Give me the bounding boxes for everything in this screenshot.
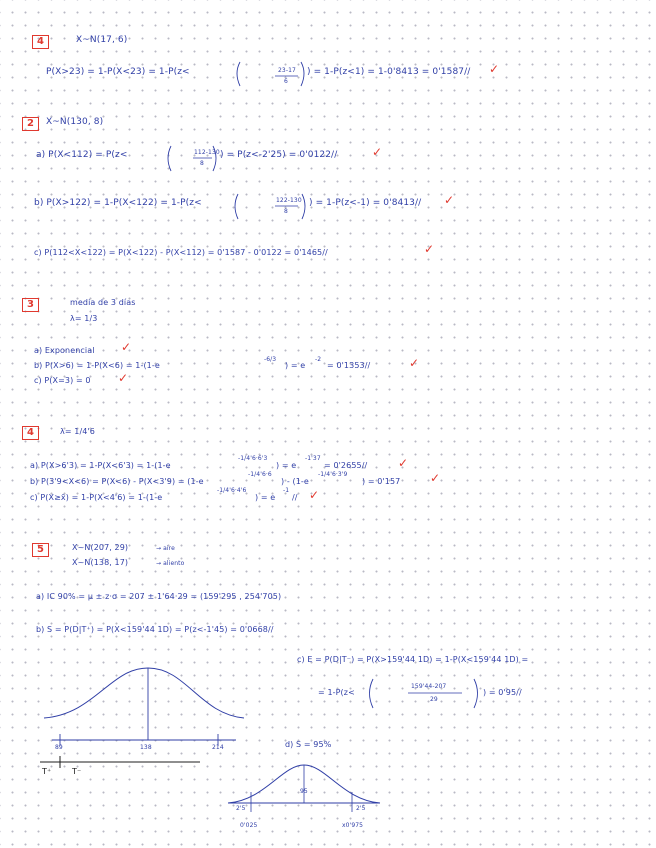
part-a: a) P(X>6'3) = 1-P(X<6'3) = 1-(1-e — [30, 461, 171, 470]
fraction-numerator: 122-130 — [276, 197, 302, 204]
exponent: -1 — [283, 487, 290, 494]
check-mark: ✓ — [444, 193, 455, 207]
part-b-end: ) = 0'157 — [362, 477, 401, 486]
equation-line: P(X>23) = 1-P(X<23) = 1-P(z< — [46, 67, 190, 77]
right-quantile-label: x0'975 — [342, 822, 364, 829]
exponent: -6/3 — [264, 356, 277, 363]
check-mark: ✓ — [372, 145, 383, 159]
paren-left — [168, 146, 171, 171]
part-b-lhs: b) P(X>122) = 1-P(X<122) = 1-P(z< — [34, 198, 202, 208]
left-area-label: 2'5 — [236, 805, 246, 812]
fraction-denominator: 8 — [284, 208, 288, 215]
fraction-numerator: 112-130 — [194, 149, 220, 156]
check-mark: ✓ — [121, 340, 132, 354]
distribution: X~N(138, 17) — [72, 558, 129, 567]
part-a-rhs: ) = P(z<-2'25) = 0'0122// — [220, 150, 338, 160]
exponent: -1/4'6·3'9 — [318, 471, 348, 478]
exponent: -1/4'6·6 — [248, 471, 272, 478]
paren-right — [301, 62, 304, 86]
distribution: X~N(207, 29) — [72, 543, 129, 552]
section-title: media de 3 días — [70, 298, 136, 307]
part-a: a) IC 90% = μ ± z·σ = 207 ± 1'64·29 = (159'295 , 254'705) — [36, 592, 282, 601]
part-b: b) P(3'9<X<6) = P(X<6) - P(X<3'9) = (1-e — [30, 477, 204, 486]
left-quantile-label: 0'025 — [240, 822, 258, 829]
paren-right — [302, 194, 305, 219]
check-mark: ✓ — [398, 456, 409, 470]
part-c: c) P(X=3) = 0 — [34, 376, 91, 385]
t-minus-label: T⁻ — [72, 767, 82, 776]
exponent: -2 — [315, 356, 322, 363]
part-b: b) S = P(D|T⁺) = P(X<159'44 1D) = P(z<-1'45) = 0'0668// — [36, 625, 274, 634]
part-a-mid: ) = e — [276, 461, 297, 470]
check-mark: ✓ — [430, 471, 441, 485]
exponent: -1/4'6·4'6 — [217, 487, 247, 494]
part-c-end: ) = e — [255, 493, 276, 502]
part-d: d) S = 95% — [285, 740, 332, 749]
center-area-label: 95 — [300, 788, 308, 795]
part-c-line1: c) E = P(D|T⁻) = P(X>159'44 1D) = 1-P(X<159'44 1D) = — [297, 655, 529, 664]
t-plus-label: T⁺ — [42, 767, 52, 776]
fraction-numerator: 159'44-207 — [411, 683, 447, 690]
lambda: λ= 1/3 — [70, 314, 98, 323]
part-b: b) P(X>6) = 1-P(X<6) = 1-(1-e — [34, 361, 160, 370]
part-b-rest: ) = e — [285, 361, 306, 370]
bell-curve — [44, 668, 244, 718]
part-a-end: = 0'2655// — [324, 461, 368, 470]
exponent: -1'37 — [305, 455, 321, 462]
part-c: c) P(112<X<122) = P(X<122) - P(X<112) = 0'1587 - 0'0122 = 0'1465// — [34, 248, 328, 257]
part-c: c) P(X≥x̄) = 1-P(X<4'6) = 1-(1-e — [30, 493, 163, 502]
check-mark: ✓ — [409, 356, 420, 370]
part-b-mid: ) - (1-e — [281, 477, 309, 486]
tick-label: 138 — [140, 744, 152, 751]
part-a-lhs: a) P(X<112) = P(z< — [36, 150, 128, 160]
tick-label: 214 — [212, 744, 224, 751]
fraction-denominator: 6 — [284, 78, 288, 85]
part-a: a) Exponencial — [34, 346, 95, 355]
check-mark: ✓ — [309, 488, 320, 502]
lambda: λ= 1/4'6 — [60, 427, 95, 436]
check-mark: ✓ — [489, 62, 500, 76]
fraction-denominator: 8 — [200, 160, 204, 167]
part-c-tail: // — [292, 493, 298, 502]
exponent: -1/4'6·6'3 — [238, 455, 268, 462]
equation-result: ) = 1-P(z<1) = 1-0'8413 = 0'1587// — [307, 67, 471, 77]
distribution-label: → aliento — [156, 560, 185, 567]
distribution: X~N(17, 6) — [76, 35, 128, 45]
distribution: X~N(130, 8) — [46, 117, 104, 127]
check-mark: ✓ — [424, 242, 435, 256]
section-badge: 2 — [22, 117, 39, 131]
section-badge: 4 — [22, 426, 39, 440]
paren-left — [237, 62, 240, 86]
section-badge: 4 — [32, 35, 49, 49]
check-mark: ✓ — [118, 371, 129, 385]
paren-left — [235, 194, 238, 219]
part-b-rhs: ) = 1-P(z<-1) = 0'8413// — [309, 198, 422, 208]
fraction-numerator: 23-17 — [278, 67, 296, 74]
tick-label: 89 — [55, 744, 63, 751]
section-badge: 3 — [22, 298, 39, 312]
part-c-line2-lhs: = 1-P(z< — [318, 688, 355, 697]
paren-left — [370, 679, 374, 708]
part-c-line2-rhs: ) = 0'95// — [483, 688, 522, 697]
right-area-label: 2'5 — [356, 805, 366, 812]
fraction-denominator: 29 — [430, 696, 438, 703]
distribution-label: → aire — [156, 545, 175, 552]
part-b-end: = 0'1353// — [327, 361, 371, 370]
section-badge: 5 — [32, 543, 49, 557]
paren-right — [474, 679, 478, 708]
